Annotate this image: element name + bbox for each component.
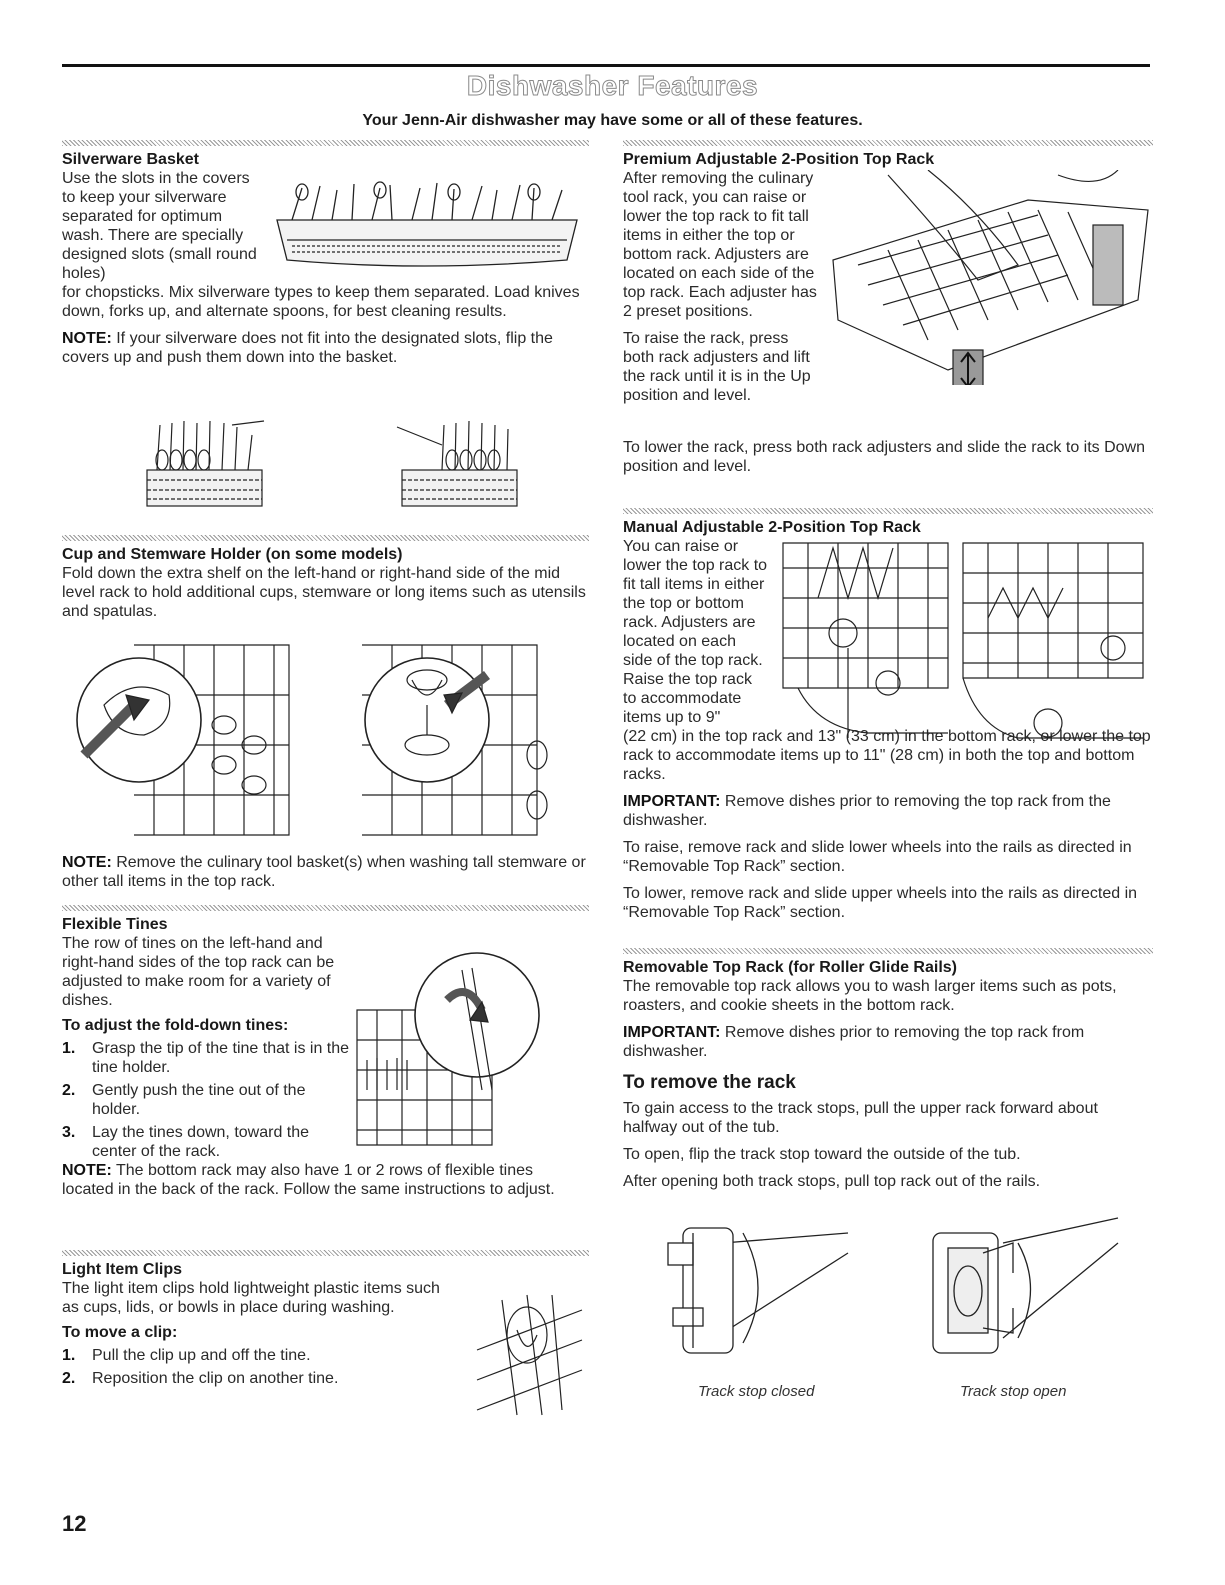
basket-cover-closed-illustration <box>142 415 267 510</box>
step-number: 1. <box>62 1040 76 1057</box>
section-text: To raise the rack, press both rack adjusters and lift the rack until it is in the Up position and level. <box>623 330 811 404</box>
flexible-tines-section <box>62 905 589 1250</box>
track-stop-open-illustration <box>923 1213 1123 1363</box>
note-text: The bottom rack may also have 1 or 2 rows of flexible tines located in the back of the rack. Follow the same instructions to adjust. <box>62 1162 555 1198</box>
step-text: Pull the clip up and off the tine. <box>92 1347 311 1364</box>
section-note <box>62 853 589 891</box>
section-heading: Cup and Stemware Holder (on some models) <box>62 546 403 563</box>
section-heading: Light Item Clips <box>62 1261 182 1278</box>
section-text: The light item clips hold lightweight plastic items such as cups, lids, or bowls in place during washing. <box>62 1280 440 1316</box>
section-divider <box>62 1250 589 1256</box>
section-text: The removable top rack allows you to wash larger items such as pots, roasters, and cookie sheets in the bottom rack. <box>623 978 1117 1014</box>
section-text: for chopsticks. Mix silverware types to keep them separated. Load knives down, forks up, and alternate spoons, for best cleaning results. <box>62 284 580 320</box>
list-item <box>62 1123 352 1161</box>
section-text: To lower, remove rack and slide upper wheels into the rails as directed in “Removable Top Rack” section. <box>623 885 1138 921</box>
step-number: 2. <box>62 1370 76 1387</box>
section-subheading: To adjust the fold-down tines: <box>62 1017 289 1034</box>
right-column <box>623 140 1153 1468</box>
section-heading: Removable Top Rack (for Roller Glide Rails) <box>623 959 957 976</box>
section-note <box>62 1161 589 1199</box>
section-heading: Manual Adjustable 2-Position Top Rack <box>623 519 921 536</box>
section-heading: Flexible Tines <box>62 916 168 933</box>
step-number: 1. <box>62 1347 76 1364</box>
section-text: Fold down the extra shelf on the left-hand or right-hand side of the mid level rack to hold additional cups, stemware or long items such as utensils and spatulas. <box>62 565 586 620</box>
page-subtitle: Your Jenn-Air dishwasher may have some or all of these features. <box>362 112 863 129</box>
section-text: After opening both track stops, pull top rack out of the rails. <box>623 1173 1041 1190</box>
list-item <box>62 1081 352 1119</box>
step-text: Lay the tines down, toward the center of the rack. <box>92 1124 310 1160</box>
cup-stemware-holder-section <box>62 535 589 905</box>
section-text: (22 cm) in the top rack and 13" (33 cm) in the bottom rack, or lower the top rack to accommodate items up to 11" (28 cm) in both the top and bottom racks. <box>623 728 1151 783</box>
silverware-basket-section <box>62 140 589 535</box>
step-text: Gently push the tine out of the holder. <box>92 1082 306 1118</box>
premium-rack-adjuster-illustration <box>828 170 1153 385</box>
top-rule <box>62 64 1150 67</box>
section-note <box>62 329 589 367</box>
section-divider <box>62 140 589 146</box>
section-heading: Premium Adjustable 2-Position Top Rack <box>623 151 935 168</box>
basket-cover-open-illustration <box>392 415 527 510</box>
note-text: Remove the culinary tool basket(s) when washing tall stemware or other tall items in the top rack. <box>62 854 586 890</box>
section-subheading: To move a clip: <box>62 1324 178 1341</box>
premium-top-rack-section <box>623 140 1153 508</box>
section-text: To open, flip the track stop toward the outside of the tub. <box>623 1146 1021 1163</box>
list-item <box>62 1039 352 1077</box>
track-stop-closed-caption: Track stop closed <box>698 1383 815 1400</box>
track-stop-open-caption: Track stop open <box>960 1383 1067 1400</box>
page-number: 12 <box>62 1511 87 1536</box>
section-text: You can raise or lower the top rack to fit tall items in either the top or bottom rack. Adjusters are located on each side of the top rack. Raise the top rack to accommodate items up to 9" <box>623 538 768 726</box>
tine-steps-list <box>62 1039 352 1161</box>
section-text: The row of tines on the left-hand and right-hand sides of the top rack can be adjusted to make room for a variety of dishes. <box>62 935 335 1009</box>
cup-holder-right-illustration <box>352 635 577 840</box>
light-item-clips-section <box>62 1250 589 1420</box>
section-important <box>623 1023 1153 1061</box>
section-divider <box>623 948 1153 954</box>
important-text: Remove dishes prior to removing the top rack from dishwasher. <box>623 1024 1085 1060</box>
left-column <box>62 140 589 1420</box>
important-label: IMPORTANT: <box>623 1024 721 1041</box>
section-divider <box>62 905 589 911</box>
section-important <box>623 792 1153 830</box>
section-divider <box>62 535 589 541</box>
step-text: Grasp the tip of the tine that is in the tine holder. <box>92 1040 350 1076</box>
section-text: To lower the rack, press both rack adjusters and slide the rack to its Down position and level. <box>623 439 1146 475</box>
section-text: To raise, remove rack and slide lower wheels into the rails as directed in “Removable Top Rack” section. <box>623 839 1132 875</box>
section-text: Use the slots in the covers to keep your silverware separated for optimum wash. There are specially designed slots (small round holes) <box>62 170 257 282</box>
cup-holder-left-illustration <box>74 635 294 840</box>
step-number: 2. <box>62 1082 76 1099</box>
manual-rack-down-illustration <box>958 538 1148 743</box>
page-title: Dishwasher Features <box>466 70 759 101</box>
section-divider <box>623 508 1153 514</box>
light-item-clip-illustration <box>472 1290 587 1420</box>
step-number: 3. <box>62 1124 76 1141</box>
section-subheading: To remove the rack <box>623 1072 796 1093</box>
important-label: IMPORTANT: <box>623 793 721 810</box>
removable-top-rack-section <box>623 948 1153 1468</box>
section-text: To gain access to the track stops, pull the upper rack forward about halfway out of the tub. <box>623 1100 1098 1136</box>
section-divider <box>623 140 1153 146</box>
note-text: If your silverware does not fit into the designated slots, flip the covers up and push them down into the basket. <box>62 330 553 366</box>
manual-top-rack-section <box>623 508 1153 948</box>
manual-rack-up-illustration <box>778 538 953 743</box>
note-label: NOTE: <box>62 1162 112 1179</box>
section-heading: Silverware Basket <box>62 151 199 168</box>
note-label: NOTE: <box>62 330 112 347</box>
step-text: Reposition the clip on another tine. <box>92 1370 339 1387</box>
track-stop-closed-illustration <box>663 1213 853 1363</box>
note-label: NOTE: <box>62 854 112 871</box>
section-text: After removing the culinary tool rack, you can raise or lower the top rack to fit tall items in either the top or bottom rack. Adjusters are located on each side of the top rack. Each adjuster has 2 preset positions. <box>623 170 817 320</box>
flexible-tines-illustration <box>352 940 542 1150</box>
silverware-basket-illustration <box>272 180 582 270</box>
important-text: Remove dishes prior to removing the top rack from the dishwasher. <box>623 793 1111 829</box>
